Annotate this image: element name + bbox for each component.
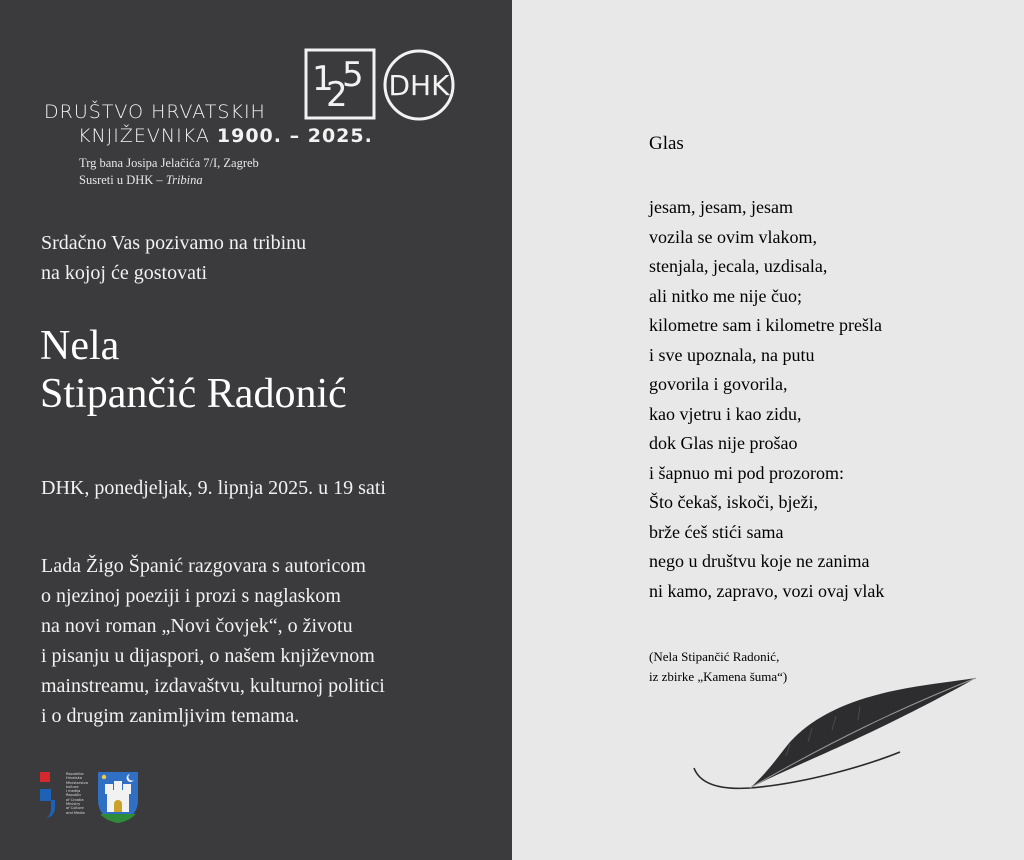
poem-line: kao vjetru i kao zidu, — [649, 403, 802, 424]
logo-digit-1: 1 — [312, 59, 334, 99]
dhk-logo — [382, 48, 456, 122]
series-label: Susreti u DHK – — [79, 173, 163, 187]
description-line: Lada Žigo Španić razgovara s autoricom — [41, 555, 366, 577]
poem-line: stenjala, jecala, uzdisala, — [649, 256, 828, 276]
poem-line: kilometre sam i kilometre prešla — [649, 315, 882, 335]
poem-line: nego u društvu koje ne zanima — [649, 551, 870, 571]
description-line: i pisanju u dijaspori, o našem književnom — [41, 645, 375, 667]
logo-digit-2: 2 — [326, 75, 348, 115]
poem-source-line-1: (Nela Stipančić Radonić, — [649, 649, 780, 664]
feather-quill-icon — [690, 672, 990, 802]
poem-title: Glas — [649, 133, 684, 154]
poem-line: jesam, jesam, jesam — [649, 197, 793, 217]
ministry-logo — [40, 772, 90, 824]
dhk-logo-text: DHK — [388, 69, 450, 102]
guest-name — [40, 322, 347, 418]
poem-line: ali nitko me nije čuo; — [649, 285, 802, 306]
address: Trg bana Josipa Jelačića 7/I, Zagreb — [79, 156, 259, 170]
event-description — [41, 551, 481, 731]
org-line-2-text: KNJIŽEVNIKA — [78, 125, 210, 147]
poem-line: Što čekaš, iskoči, bježi, — [649, 492, 818, 512]
series-line — [79, 172, 259, 189]
description-line: o njezinoj poeziji i prozi s naglaskom — [41, 585, 341, 607]
description-line: i o drugim zanimljivim temama. — [41, 705, 300, 727]
address-block — [79, 155, 259, 189]
poem-line: dok Glas nije prošao — [649, 433, 798, 453]
invitation-line-1: Srdačno Vas pozivamo na tribinu — [41, 232, 307, 254]
org-line-2 — [78, 124, 373, 148]
poem-line: i sve upoznala, na putu — [649, 344, 815, 365]
description-line: na novi roman „Novi čovjek“, o životu — [41, 615, 353, 637]
guest-first-name: Nela — [40, 323, 120, 369]
poem-source-line-2: iz zbirke „Kamena šuma“) — [649, 669, 788, 684]
event-date: DHK, ponedjeljak, 9. lipnja 2025. u 19 sati — [41, 477, 386, 499]
poem-line: vozila se ovim vlakom, — [649, 226, 817, 247]
poem-line: i šapnuo mi pod prozorom: — [649, 462, 844, 483]
poem-line: govorila i govorila, — [649, 374, 788, 394]
series-italic: Tribina — [165, 173, 203, 187]
ministry-red-square — [40, 772, 50, 782]
org-years: 1900. – 2025. — [216, 125, 373, 147]
ministry-text: Republika Hrvatska Ministarstvo kulture i medija Republic of Croatia Ministry of Culture and Media — [66, 772, 88, 815]
logo-digit-3: 5 — [342, 55, 364, 95]
invitation-line-2: na kojoj će gostovati — [41, 262, 208, 284]
org-line-1: DRUŠTVO HRVATSKIH — [44, 101, 266, 123]
poem-body — [649, 193, 884, 606]
poem-line: brže ćeš stići sama — [649, 521, 784, 542]
poem-line: ni kamo, zapravo, vozi ovaj vlak — [649, 580, 885, 601]
guest-last-name: Stipančić Radonić — [40, 371, 347, 417]
zagreb-coat-of-arms — [96, 770, 140, 824]
ministry-comma-tail — [43, 800, 55, 818]
anniversary-125-logo — [304, 48, 376, 120]
description-line: mainstreamu, izdavaštvu, kulturnoj politici — [41, 675, 385, 697]
invitation-text — [41, 228, 306, 288]
